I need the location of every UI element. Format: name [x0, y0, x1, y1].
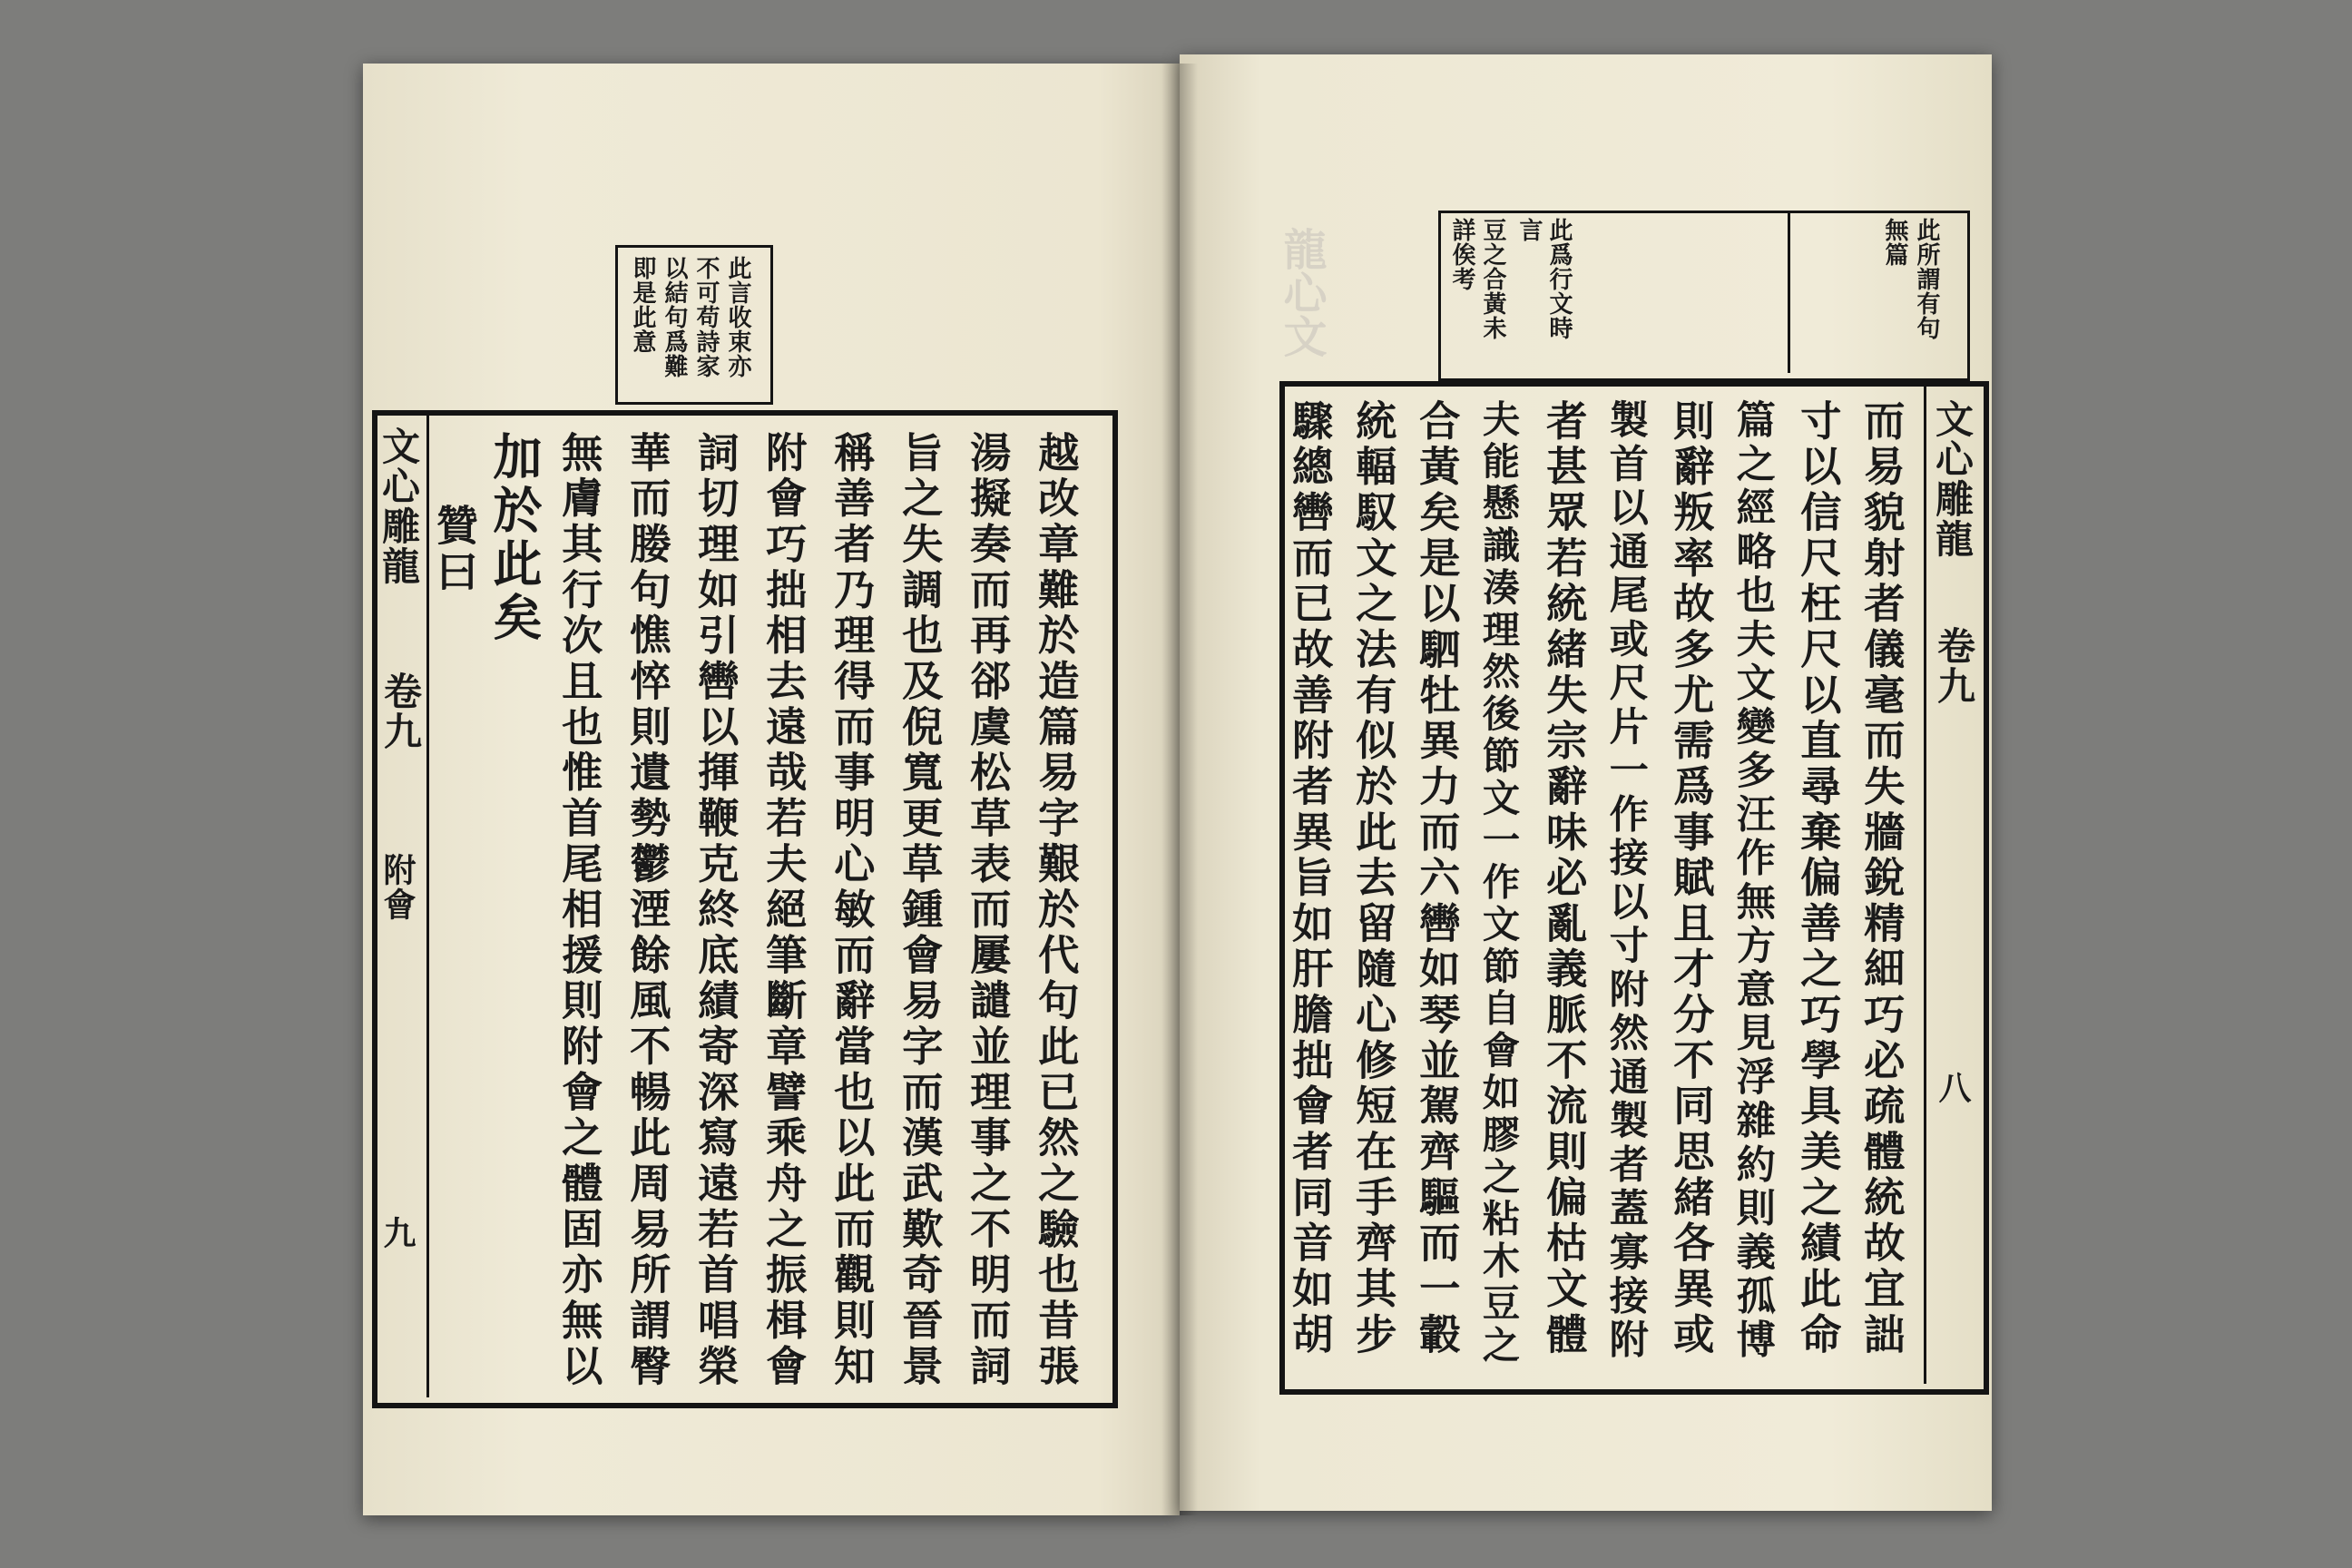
- right-head-note-divider: [1788, 213, 1790, 373]
- right-column-6: 者甚眾若統緒失宗辭味必亂義脈不流則偏枯文體: [1539, 399, 1589, 1358]
- left-margin-page-number: 九: [378, 1216, 416, 1250]
- left-column-5: 附會巧拙相去遠哉若夫絕筆斷章譬乘舟之振楫會: [759, 431, 808, 1390]
- right-column-9: 統輻馭文之法有似於此去留隨心修短在手齊其步: [1348, 399, 1398, 1358]
- book-gutter: [1161, 64, 1198, 1515]
- right-note-1-line-1: 此所謂有句: [1913, 218, 1940, 340]
- left-column-3: 旨之失調也及倪寬更草鍾會易字而漢武歎奇晉景: [895, 431, 945, 1390]
- right-note-2-line-2: 言: [1515, 218, 1543, 242]
- left-column-zan: 贊曰: [430, 504, 479, 596]
- left-column-9: 加於此矣: [485, 431, 544, 645]
- left-margin-volume: 卷九: [378, 671, 423, 751]
- right-note-3-line-2: 詳俟考: [1448, 218, 1475, 291]
- left-column-6: 詞切理如引轡以揮鞭克終底績寄深寫遠若首唱榮: [691, 431, 740, 1390]
- bleed-through-text: 龍心文: [1276, 227, 1327, 358]
- right-margin-volume: 卷九: [1932, 626, 1976, 706]
- right-note-2-line-1: 此爲行文時: [1545, 218, 1573, 340]
- left-column-7: 華而媵句憔悴則遺勢鬱湮餘風不暢此周易所謂臀: [622, 431, 672, 1390]
- left-head-note-line-4: 即是此意: [629, 256, 656, 354]
- right-column-2: 寸以信尺枉尺以直尋棄偏善之巧學具美之績此命: [1793, 399, 1843, 1358]
- left-head-note-line-2: 不可苟詩家: [692, 256, 720, 378]
- left-column-8: 無膚其行次且也惟首尾相援則附會之體固亦無以: [554, 431, 604, 1390]
- right-margin-title: 文心雕龍: [1930, 399, 1975, 559]
- right-column-5: 製首以通尾或尺片一作接以寸附然通製者蓋寡接附: [1602, 399, 1650, 1363]
- right-column-7: 夫能懸識湊理然後節文一作文節自會如膠之粘木豆之: [1475, 399, 1521, 1367]
- right-column-4: 則辭叛率故多尤需爲事賦且才分不同思緒各異或: [1666, 399, 1716, 1358]
- left-margin-title: 文心雕龍: [377, 426, 421, 586]
- left-head-note-line-3: 以結句爲難: [661, 256, 688, 378]
- left-margin-chapter: 附會: [378, 853, 416, 922]
- left-head-note-line-1: 此言收束亦: [724, 256, 751, 378]
- left-column-1: 越改章難於造篇易字艱於代句此已然之驗也昔張: [1031, 431, 1081, 1390]
- right-note-3-line-1: 豆之合黃未: [1479, 218, 1506, 340]
- left-margin-rule: [426, 416, 429, 1397]
- right-margin-page-number: 八: [1934, 1071, 1972, 1105]
- right-margin-rule: [1924, 387, 1926, 1384]
- right-column-10: 驟總轡而已故善附者異旨如肝膽拙會者同音如胡: [1285, 399, 1335, 1358]
- right-column-3: 篇之經略也夫文變多汪作無方意見浮雜約則義孤博: [1730, 399, 1777, 1363]
- right-column-1: 而易貌射者儀毫而失牆銳精細巧必疏體統故宜詘: [1857, 399, 1906, 1358]
- right-note-1-line-2: 無篇: [1881, 218, 1908, 267]
- right-column-8: 合黃矣是以駟牡異力而六轡如琴並駕齊驅而一轂: [1412, 399, 1462, 1358]
- left-column-4: 稱善者乃理得而事明心敏而辭當也以此而觀則知: [827, 431, 877, 1390]
- left-column-2: 湯擬奏而再郤虞松草表而屢譴並理事之不明而詞: [963, 431, 1013, 1390]
